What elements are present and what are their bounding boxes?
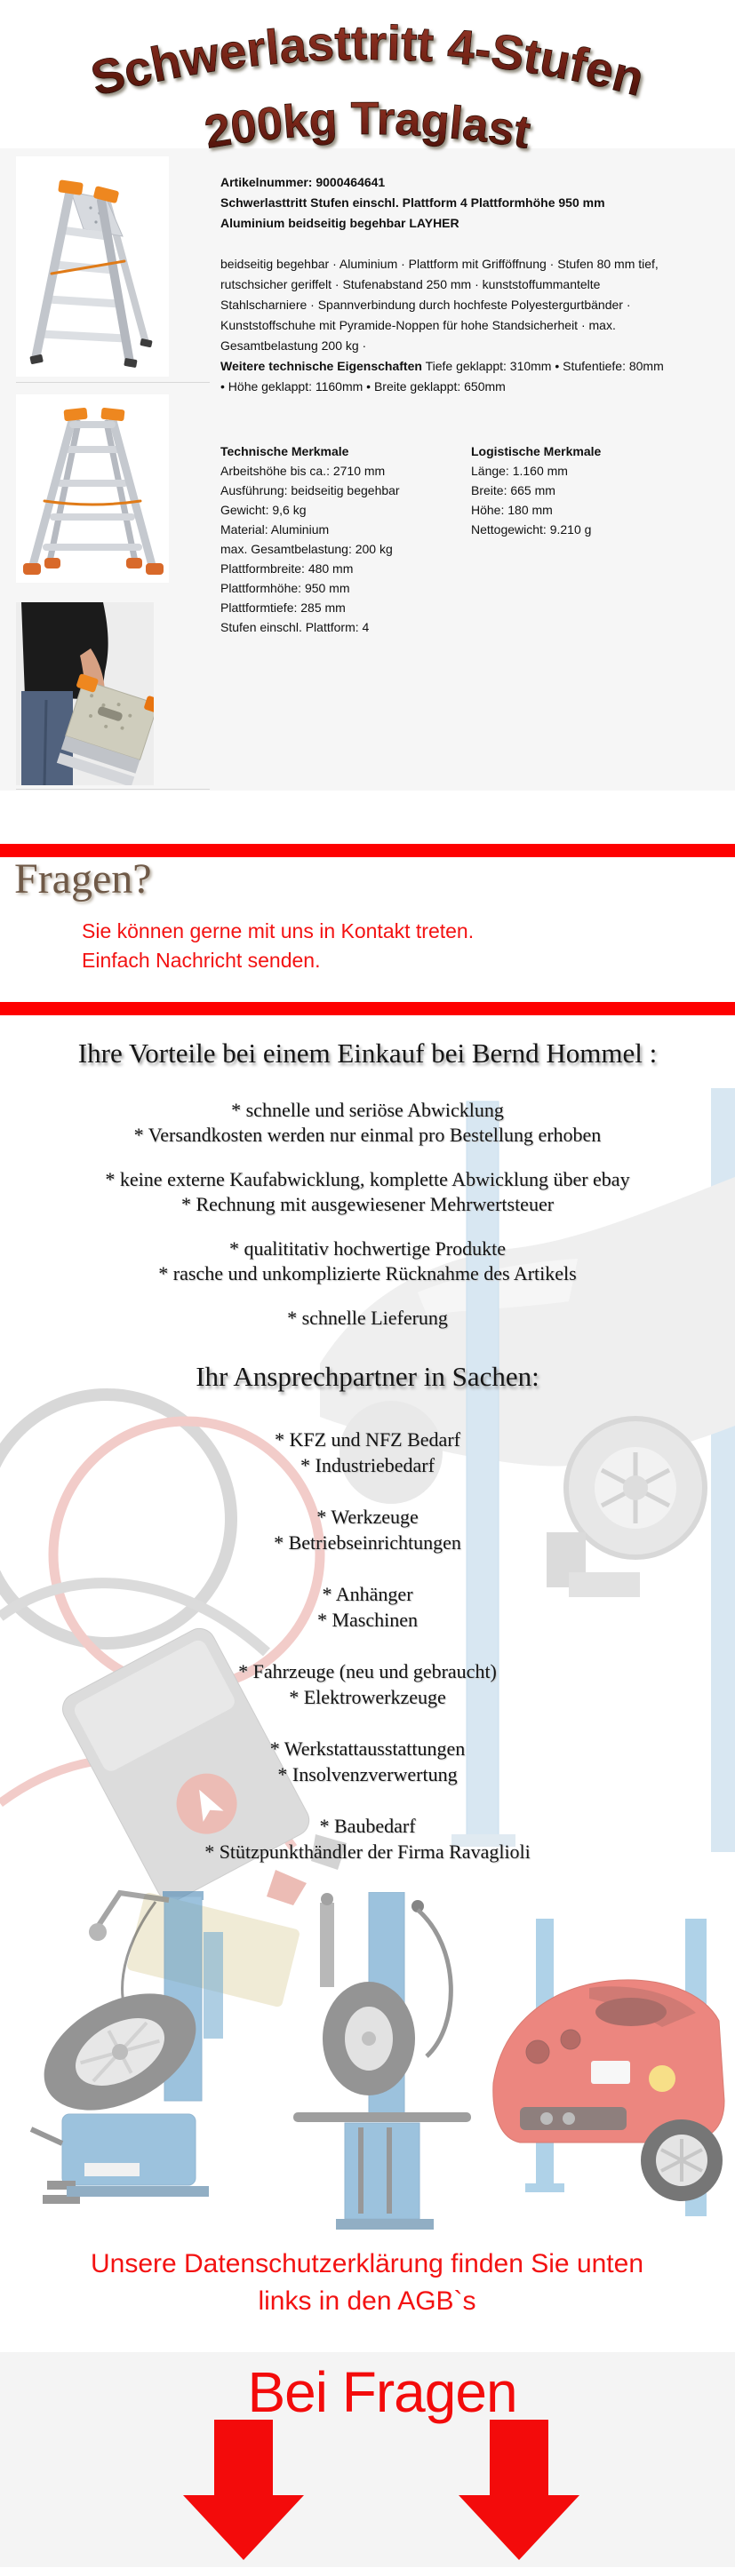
technical-specs-title: Technische Merkmale [220, 444, 349, 458]
divider [16, 789, 210, 790]
logistics-specs-title: Logistische Merkmale [471, 444, 602, 458]
list-item: * Fahrzeuge (neu und gebraucht) [238, 1660, 497, 1682]
advantage-group [0, 1236, 735, 1286]
red-divider-band [0, 1002, 735, 1015]
divider [16, 382, 210, 383]
list-item: * Elektrowerkzeuge [289, 1686, 446, 1708]
product-info-panel [0, 148, 735, 791]
list-item: * Stützpunkthändler der Firma Ravaglioli [204, 1841, 531, 1863]
product-more-tech [220, 356, 669, 397]
partner-group [0, 1427, 735, 1478]
advantages-heading: Ihre Vorteile bei einem Einkauf bei Bernd Hommel : [77, 1038, 658, 1069]
partner-group [0, 1581, 735, 1633]
partner-heading: Ihr Ansprechpartner in Sachen: [196, 1361, 539, 1392]
more-tech-label: Weitere technische Eigenschaften [220, 359, 422, 373]
article-number: Artikelnummer: 9000464641 [220, 175, 386, 189]
product-text [220, 172, 669, 637]
technical-specs [220, 441, 471, 637]
list-item: * Werkzeuge [316, 1506, 419, 1528]
fragen-heading: Fragen? [14, 855, 152, 902]
advantage-group [0, 1306, 735, 1331]
down-arrow-icon [183, 2420, 304, 2560]
title-line1: Schwerlasttritt 4-Stufen [85, 14, 650, 107]
bei-fragen-text: Bei Fragen [247, 2360, 517, 2424]
privacy-note: Unsere Datenschutzerklärung finden Sie unten links in den AGB`s [90, 2249, 644, 2316]
spec-row: max. Gesamtbelastung: 200 kg [220, 542, 393, 556]
list-item: * Betriebseinrichtungen [274, 1531, 461, 1554]
spec-row: Material: Aluminium [220, 522, 330, 537]
advantage-group [0, 1098, 735, 1148]
list-item: * Rechnung mit ausgewiesener Mehrwertsteuer [180, 1193, 555, 1215]
list-item: * qualititativ hochwertige Produkte [229, 1237, 506, 1260]
ferrari-on-lift-photo [484, 1919, 735, 2230]
list-item: * Anhänger [322, 1583, 413, 1605]
list-item: * Industriebedarf [300, 1454, 435, 1476]
spec-row: Gewicht: 9,6 kg [220, 503, 307, 517]
partner-group [0, 1504, 735, 1555]
list-item: * schnelle Lieferung [287, 1307, 448, 1329]
partner-list [0, 1427, 735, 1890]
list-item: * Werkstattausstattungen [269, 1737, 466, 1760]
down-arrow-icon [459, 2420, 579, 2560]
list-item: * Baubedarf [319, 1815, 416, 1837]
spec-row: Plattformhöhe: 950 mm [220, 581, 350, 595]
spec-row: Höhe: 180 mm [471, 503, 553, 517]
logistics-specs [471, 441, 601, 637]
tire-changer-photo [13, 1888, 236, 2234]
svg-text:Schwerlasttritt 4-Stufen [85, 15, 650, 107]
title-line2: 200kg Traglast [201, 92, 534, 159]
carrying-ladder-photo [16, 602, 154, 785]
double-sided-stepladder-photo [16, 394, 169, 583]
list-item: * Versandkosten werden nur einmal pro Bestellung erhoben [133, 1124, 602, 1146]
spec-row: Plattformtiefe: 285 mm [220, 600, 346, 615]
list-item: * keine externe Kaufabwicklung, komplette Abwicklung über ebay [105, 1168, 630, 1190]
list-item: * rasche und unkomplizierte Rücknahme des Artikels [158, 1262, 577, 1284]
spec-row: Ausführung: beidseitig begehbar [220, 483, 400, 497]
contact-line2: Einfach Nachricht senden. [82, 949, 321, 972]
list-item: * schnelle und seriöse Abwicklung [231, 1099, 504, 1121]
partner-group [0, 1813, 735, 1864]
contact-line1: Sie können gerne mit uns in Kontakt treten. [82, 919, 475, 942]
page-title [0, 2, 735, 179]
spec-row: Länge: 1.160 mm [471, 464, 568, 478]
svg-text:200kg Traglast [201, 93, 534, 159]
list-item: * Insolvenzverwertung [277, 1763, 458, 1785]
advantages-list [0, 1098, 735, 1350]
tire-mounting-machine-photo [293, 1892, 471, 2234]
spec-row: Plattformbreite: 480 mm [220, 561, 354, 576]
product-name: Schwerlasttritt Stufen einschl. Plattform 4 Plattformhöhe 950 mm Aluminium beidseitig begehbar LAYHER [220, 195, 605, 230]
spec-row: Stufen einschl. Plattform: 4 [220, 620, 370, 634]
spec-row: Arbeitshöhe bis ca.: 2710 mm [220, 464, 386, 478]
product-description: beidseitig begehbar · Aluminium · Plattform mit Grifföffnung · Stufen 80 mm tief, rutschsicher geriffelt · Stufenabstand 250 mm · kunststoffummantelte Stahlscharniere · Spannverbindung durch hochfeste Polyestergurtbänder · Kunststoffschuhe mit Pyramide-Noppen für hohe Standsicherheit · max. Gesamtbelastung 200 kg · [220, 257, 659, 353]
contact-text [82, 917, 474, 975]
list-item: * KFZ und NFZ Bedarf [275, 1428, 460, 1451]
more-tech-text: Tiefe geklappt: 310mm • Stufentiefe: 80mm • Höhe geklappt: 1160mm • Breite geklappt: 650mm [220, 359, 664, 394]
list-item: * Maschinen [316, 1609, 419, 1631]
spec-row: Breite: 665 mm [471, 483, 555, 497]
partner-group [0, 1658, 735, 1710]
partner-group [0, 1736, 735, 1787]
folding-stepladder-photo [16, 156, 169, 377]
advantage-group [0, 1167, 735, 1217]
spec-row: Nettogewicht: 9.210 g [471, 522, 592, 537]
